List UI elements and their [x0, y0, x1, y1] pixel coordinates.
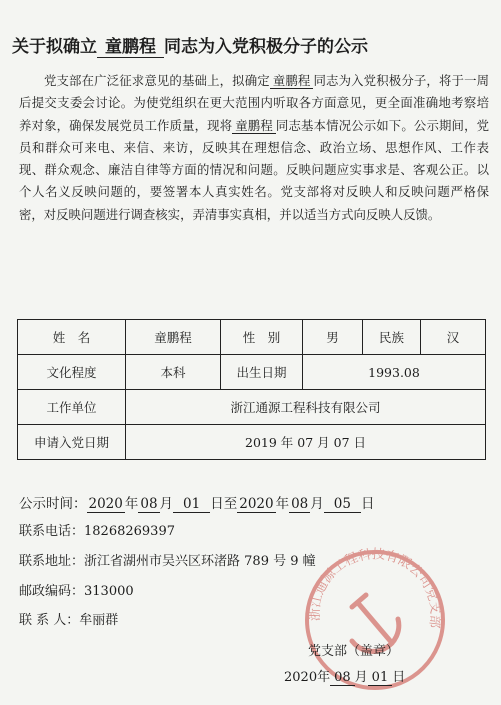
day-unit: 日	[360, 496, 375, 512]
title-prefix: 关于拟确立	[12, 37, 97, 57]
ethnicity-value: 汉	[421, 320, 486, 355]
title-candidate-name: 童鹏程	[97, 37, 164, 58]
sign-day: 01	[368, 670, 393, 686]
start-year: 2020	[88, 496, 123, 512]
contact-address	[19, 550, 316, 569]
intro-text-3: 同志基本情况公示如下。公示期间，党员和群众可来电、来信、来访，反映其在理想信念、政治立场、思想作风、工作表现、群众观念、廉洁自律等方面的情况和问题。反映问题应实事求是、客观公正。以个人名义反映问题的，要签署本人真实姓名。党支部将对反映人和反映问题严格保密，对反映问题进行调查核实，弄清事实真相，并以适当方式向反映人反馈。	[19, 117, 490, 222]
workplace-value: 浙江通源工程科技有限公司	[126, 390, 486, 425]
year-unit: 年	[124, 496, 139, 512]
gender-value: 男	[303, 320, 363, 355]
gender-label: 性 别	[221, 320, 303, 355]
contact-phone	[19, 520, 175, 539]
end-month: 08	[291, 496, 309, 512]
postcode-value: 313000	[84, 584, 134, 599]
birth-value: 1993.08	[303, 355, 486, 390]
contact-person	[19, 609, 118, 628]
name-label: 姓 名	[18, 320, 126, 355]
start-day: 01	[173, 496, 210, 513]
table-row	[18, 320, 486, 355]
day-unit: 日	[392, 670, 406, 685]
phone-label: 联系电话：	[19, 524, 85, 539]
start-month: 08	[140, 496, 158, 512]
table-row	[18, 390, 486, 425]
end-year: 2020	[239, 496, 274, 512]
education-value: 本科	[126, 355, 221, 390]
month-unit: 月	[354, 670, 368, 685]
birth-label: 出生日期	[221, 355, 303, 390]
end-day: 05	[324, 496, 361, 513]
day-to-unit: 日至	[210, 496, 238, 512]
intro-text-2: 同志为入党积极分子，将于一周后提交支委会讨论。为使党组织在更大范围内听取各方面意见，更全面准确地考察培养对象，确保发展党员工作质量，现将	[19, 73, 490, 133]
education-label: 文化程度	[18, 355, 126, 390]
postcode-label: 邮政编码：	[19, 584, 85, 599]
title-suffix: 同志为入党积极分子的公示	[164, 37, 368, 57]
candidate-info-table	[17, 319, 486, 460]
person-label: 联 系 人：	[19, 613, 80, 628]
sign-year: 2020	[284, 670, 318, 685]
ethnicity-label: 民族	[363, 320, 421, 355]
year-unit: 年	[275, 496, 290, 512]
table-row	[18, 425, 486, 460]
period-label: 公示时间：	[19, 496, 87, 512]
person-value: 牟丽群	[79, 613, 119, 628]
table-row	[18, 355, 486, 390]
apply-date-label: 申请入党日期	[18, 425, 126, 460]
apply-date-value: 2019 年 07 月 07 日	[126, 425, 486, 460]
month-unit: 月	[310, 496, 324, 512]
intro-candidate-name-2: 童鹏程	[232, 118, 276, 134]
signature-date	[284, 666, 405, 685]
address-value: 浙江省湖州市吴兴区环渚路 789 号 9 幢	[84, 554, 316, 569]
signature-org: 党支部（盖章）	[308, 644, 400, 659]
name-value: 童鹏程	[126, 320, 221, 355]
month-unit: 月	[159, 496, 174, 512]
intro-paragraph	[19, 70, 489, 226]
phone-value: 18268269397	[84, 524, 175, 539]
intro-candidate-name-1: 童鹏程	[270, 73, 314, 89]
seal-text: 浙江通源工程科技有限公司党支部	[307, 547, 443, 629]
workplace-label: 工作单位	[18, 390, 126, 425]
address-label: 联系地址：	[19, 554, 85, 569]
contact-postcode	[19, 580, 134, 599]
sign-month: 08	[330, 670, 355, 686]
intro-text-1: 党支部在广泛征求意见的基础上，拟确定	[43, 73, 270, 88]
notice-period	[19, 492, 374, 512]
document-title	[12, 32, 489, 58]
year-unit: 年	[317, 670, 331, 685]
